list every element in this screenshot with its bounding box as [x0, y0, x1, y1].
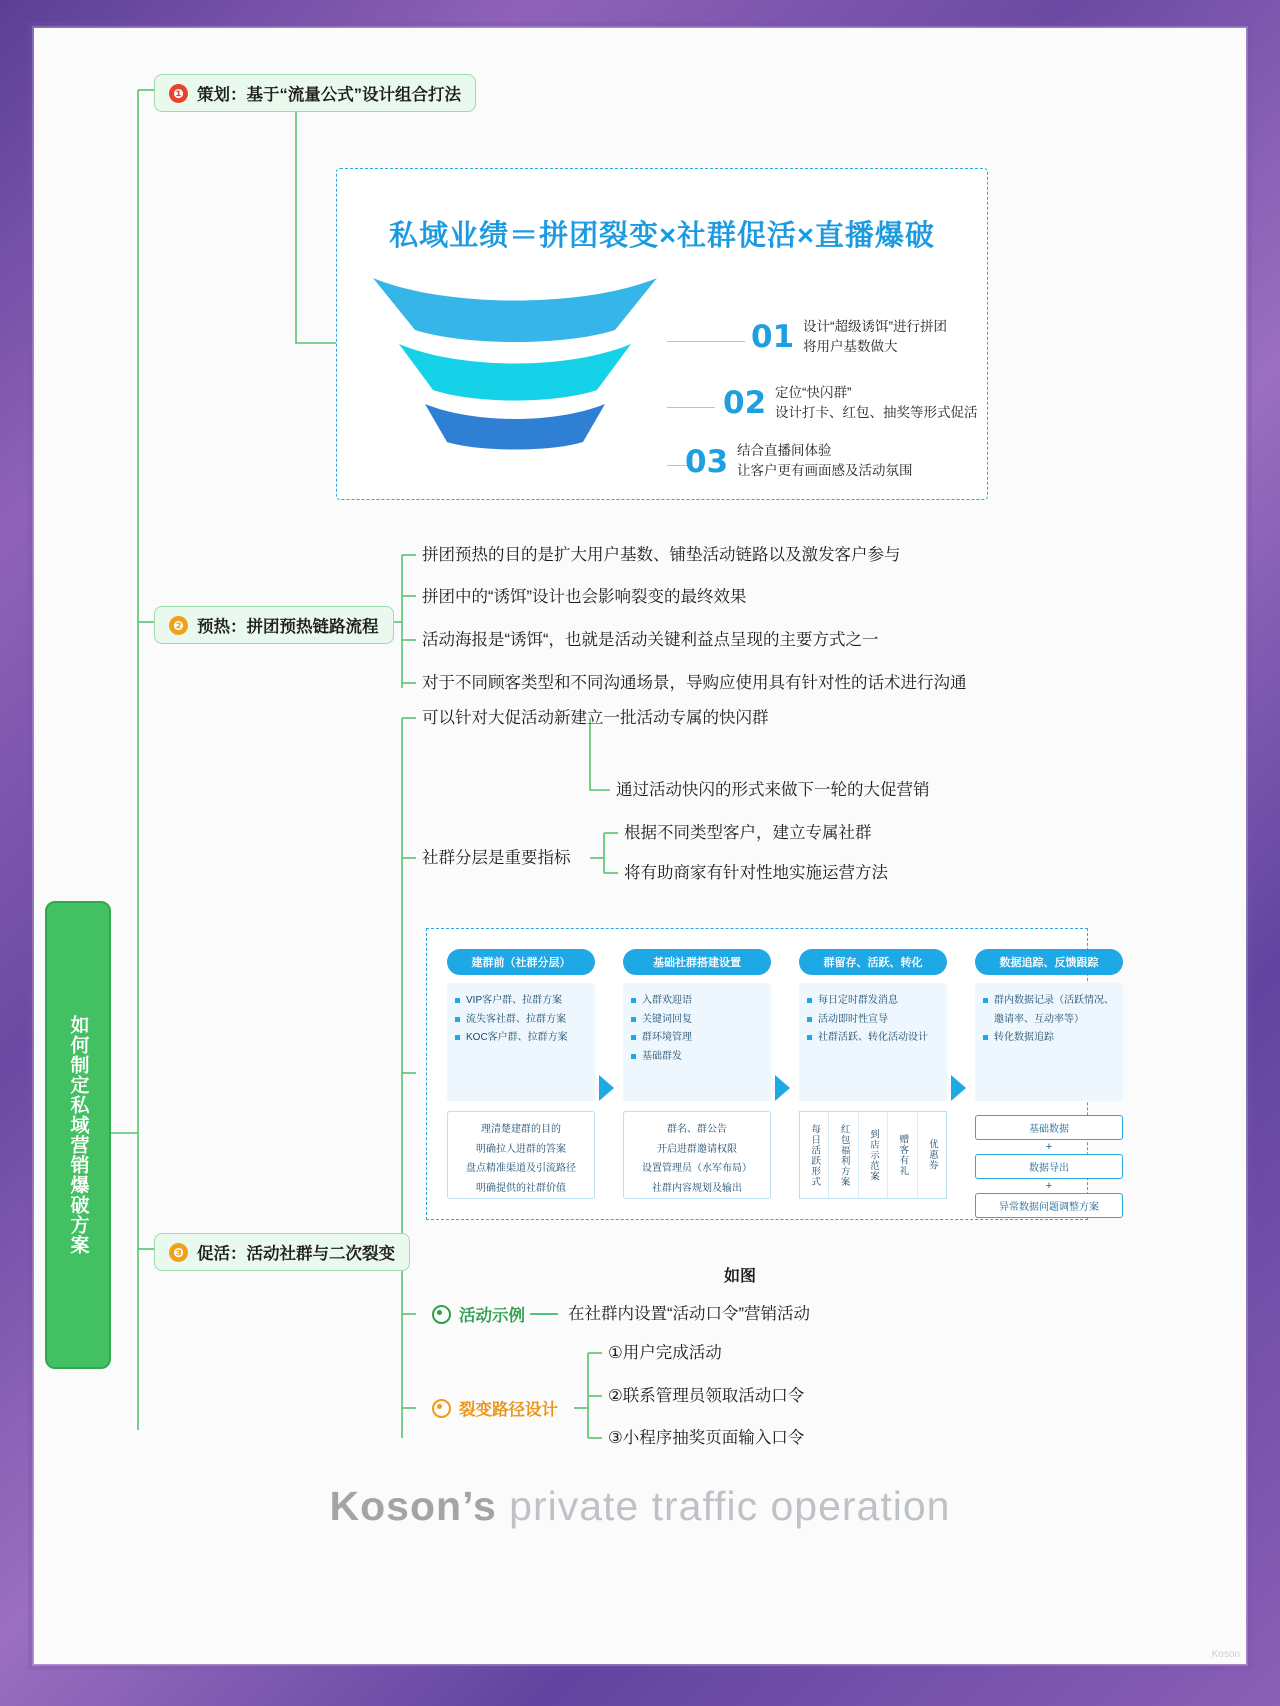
- col3-item-1: 每日定时群发消息: [807, 992, 939, 1011]
- col2-item-4: 基础群发: [631, 1048, 763, 1067]
- col1-foot-2: 明确拉人进群的答案: [476, 1143, 566, 1155]
- col3-cell-1-label: 每日活跃形式: [809, 1123, 821, 1187]
- col1-foot-1: 理清楚建群的目的: [481, 1124, 561, 1135]
- funnel-number-01: 01: [751, 319, 795, 355]
- column-body-3: [799, 983, 947, 1101]
- preheat-point-2: 拼团中的“诱饵”设计也会影响裂变的最终效果: [422, 588, 747, 606]
- community-diagram: [426, 928, 1114, 1220]
- column-body-2: [623, 983, 771, 1101]
- preheat-point-4: 对于不同顾客类型和不同沟通场景，导购应使用具有针对性的话术进行沟通: [422, 674, 967, 692]
- layering-item-1: 根据不同类型客户，建立专属社群: [624, 824, 872, 842]
- col4-item-2: 转化数据追踪: [983, 1029, 1115, 1048]
- col1-item-1: VIP客户群、拉群方案: [455, 992, 587, 1011]
- col4-plus-2: +: [1045, 1180, 1053, 1192]
- arrow-2-icon: [775, 1075, 790, 1101]
- branch-number-1: ❶: [169, 84, 188, 103]
- diagram-caption: 如图: [724, 1268, 757, 1285]
- col3-cell-4-label: 赠客有礼: [897, 1134, 909, 1176]
- watermark-bold: Koson’s: [329, 1483, 497, 1529]
- col3-item-2: 活动即时性宣导: [807, 1011, 939, 1030]
- arrow-1-icon: [599, 1075, 614, 1101]
- funnel-line-2: [667, 407, 715, 408]
- col3-item-3: 社群活跃、转化活动设计: [807, 1029, 939, 1048]
- col3-cell-2: [829, 1112, 858, 1198]
- funnel-text-02-line1: 定位“快闪群”: [775, 385, 852, 400]
- col2-foot-2: 开启进群邀请权限: [657, 1143, 737, 1155]
- col1-foot-4: 明确提供的社群价值: [476, 1182, 566, 1194]
- preheat-point-1: 拼团预热的目的是扩大用户基数、铺垫活动链路以及激发客户参与: [422, 546, 901, 564]
- col2-foot-4: 社群内容规划及输出: [652, 1182, 742, 1194]
- column-foot-1: [447, 1111, 595, 1199]
- col3-cell-1: [800, 1112, 829, 1198]
- activity-example[interactable]: [432, 1302, 525, 1326]
- corner-mark: Koson: [1211, 1649, 1240, 1660]
- formula-card: [336, 168, 988, 500]
- col1-item-3: KOC客户群、拉群方案: [455, 1029, 587, 1048]
- funnel-text-03-line2: 让客户更有画面感及活动氛围: [737, 463, 913, 479]
- layering-item-2: 将有助商家有针对性地实施运营方法: [624, 864, 888, 882]
- branch-number-2: ❷: [169, 616, 188, 635]
- fission-path-design[interactable]: [432, 1396, 558, 1420]
- col2-item-1: 入群欢迎语: [631, 992, 763, 1011]
- root-node[interactable]: [45, 901, 111, 1369]
- funnel-text-01-line2: 将用户基数做大: [803, 339, 898, 355]
- col4-pill-2: 数据导出: [975, 1154, 1123, 1179]
- layering-title: 社群分层是重要指标: [422, 849, 571, 867]
- branch-promote[interactable]: [154, 1233, 410, 1271]
- formula-title: 私域业绩＝拼团裂变×社群促活×直播爆破: [389, 220, 935, 252]
- branch-preheat[interactable]: [154, 606, 394, 644]
- funnel-text-03-line1: 结合直播间体验: [737, 443, 832, 458]
- col4-plus-1: +: [1045, 1141, 1053, 1153]
- activity-example-text: 在社群内设置“活动口令”营销活动: [568, 1305, 810, 1323]
- branch-label-1: 策划：基于“流量公式”设计组合打法: [197, 86, 461, 104]
- funnel-text-01-line1: 设计“超级诱饵”进行拼团: [803, 319, 947, 334]
- fission-path-step-1: ①用户完成活动: [608, 1344, 722, 1362]
- funnel-number-03: 03: [685, 444, 729, 480]
- fission-path-step-2: ②联系管理员领取活动口令: [608, 1387, 805, 1405]
- funnel-text-03: [737, 441, 913, 482]
- col2-item-3: 群环境管理: [631, 1029, 763, 1048]
- funnel-text-01: [803, 317, 947, 358]
- column-head-1: 建群前（社群分层）: [447, 949, 595, 975]
- col3-cell-2-label: 红包福利方案: [838, 1123, 850, 1187]
- preheat-point-3: 活动海报是“诱饵“，也就是活动关键利益点呈现的主要方式之一: [422, 631, 879, 649]
- column-head-4: 数据追踪、反馈跟踪: [975, 949, 1123, 975]
- fission-path-label: 裂变路径设计: [459, 1401, 558, 1419]
- col3-cell-5: [918, 1112, 946, 1198]
- paper-sheet: [34, 28, 1246, 1664]
- funnel-graphic: [365, 274, 665, 454]
- column-body-4: [975, 983, 1123, 1101]
- funnel-line-1: [667, 341, 745, 342]
- col2-foot-1: 群名、群公告: [667, 1124, 727, 1135]
- funnel-number-02: 02: [723, 385, 767, 421]
- col3-cell-5-label: 优惠券: [926, 1139, 938, 1171]
- column-foot-4: [975, 1115, 1123, 1218]
- col1-item-2: 流失客社群、拉群方案: [455, 1011, 587, 1030]
- col3-cell-4: [888, 1112, 917, 1198]
- flash-group-sub-point: 通过活动快闪的形式来做下一轮的大促营销: [616, 781, 930, 799]
- branch-label-2: 预热：拼团预热链路流程: [197, 618, 379, 636]
- column-body-1: [447, 983, 595, 1101]
- branch-label-3: 促活：活动社群与二次裂变: [197, 1245, 395, 1263]
- col2-foot-3: 设置管理员（水军布局）: [642, 1163, 752, 1174]
- funnel-text-02-line2: 设计打卡、红包、抽奖等形式促活: [775, 405, 978, 421]
- col3-cell-3-label: 到店示范案: [868, 1128, 880, 1182]
- arrow-3-icon: [951, 1075, 966, 1101]
- col1-foot-3: 盘点精准渠道及引流路径: [466, 1163, 576, 1174]
- column-foot-3: [799, 1111, 947, 1199]
- target-icon-orange: [432, 1399, 451, 1418]
- col2-item-2: 关键词回复: [631, 1011, 763, 1030]
- column-head-3: 群留存、活跃、转化: [799, 949, 947, 975]
- column-head-2: 基础社群搭建设置: [623, 949, 771, 975]
- activity-example-label: 活动示例: [459, 1307, 525, 1325]
- branch-planning[interactable]: [154, 74, 476, 112]
- root-node-label: 如何制定私域营销爆破方案: [67, 1015, 89, 1255]
- col3-cell-3: [859, 1112, 888, 1198]
- branch-number-3: ❸: [169, 1243, 188, 1262]
- funnel-text-02: [775, 383, 978, 424]
- fission-path-step-3: ③小程序抽奖页面输入口令: [608, 1429, 805, 1447]
- watermark: [34, 1483, 1246, 1530]
- col4-pill-3: 异常数据问题调整方案: [975, 1193, 1123, 1218]
- flash-group-point: 可以针对大促活动新建立一批活动专属的快闪群: [422, 709, 769, 727]
- col4-item-1: 群内数据记录（活跃情况、邀请率、互动率等）: [983, 992, 1115, 1029]
- watermark-rest: private traffic operation: [496, 1483, 951, 1529]
- mindmap-canvas: [34, 28, 1246, 1664]
- col4-pill-1: 基础数据: [975, 1115, 1123, 1140]
- target-icon: [432, 1305, 451, 1324]
- column-foot-2: [623, 1111, 771, 1199]
